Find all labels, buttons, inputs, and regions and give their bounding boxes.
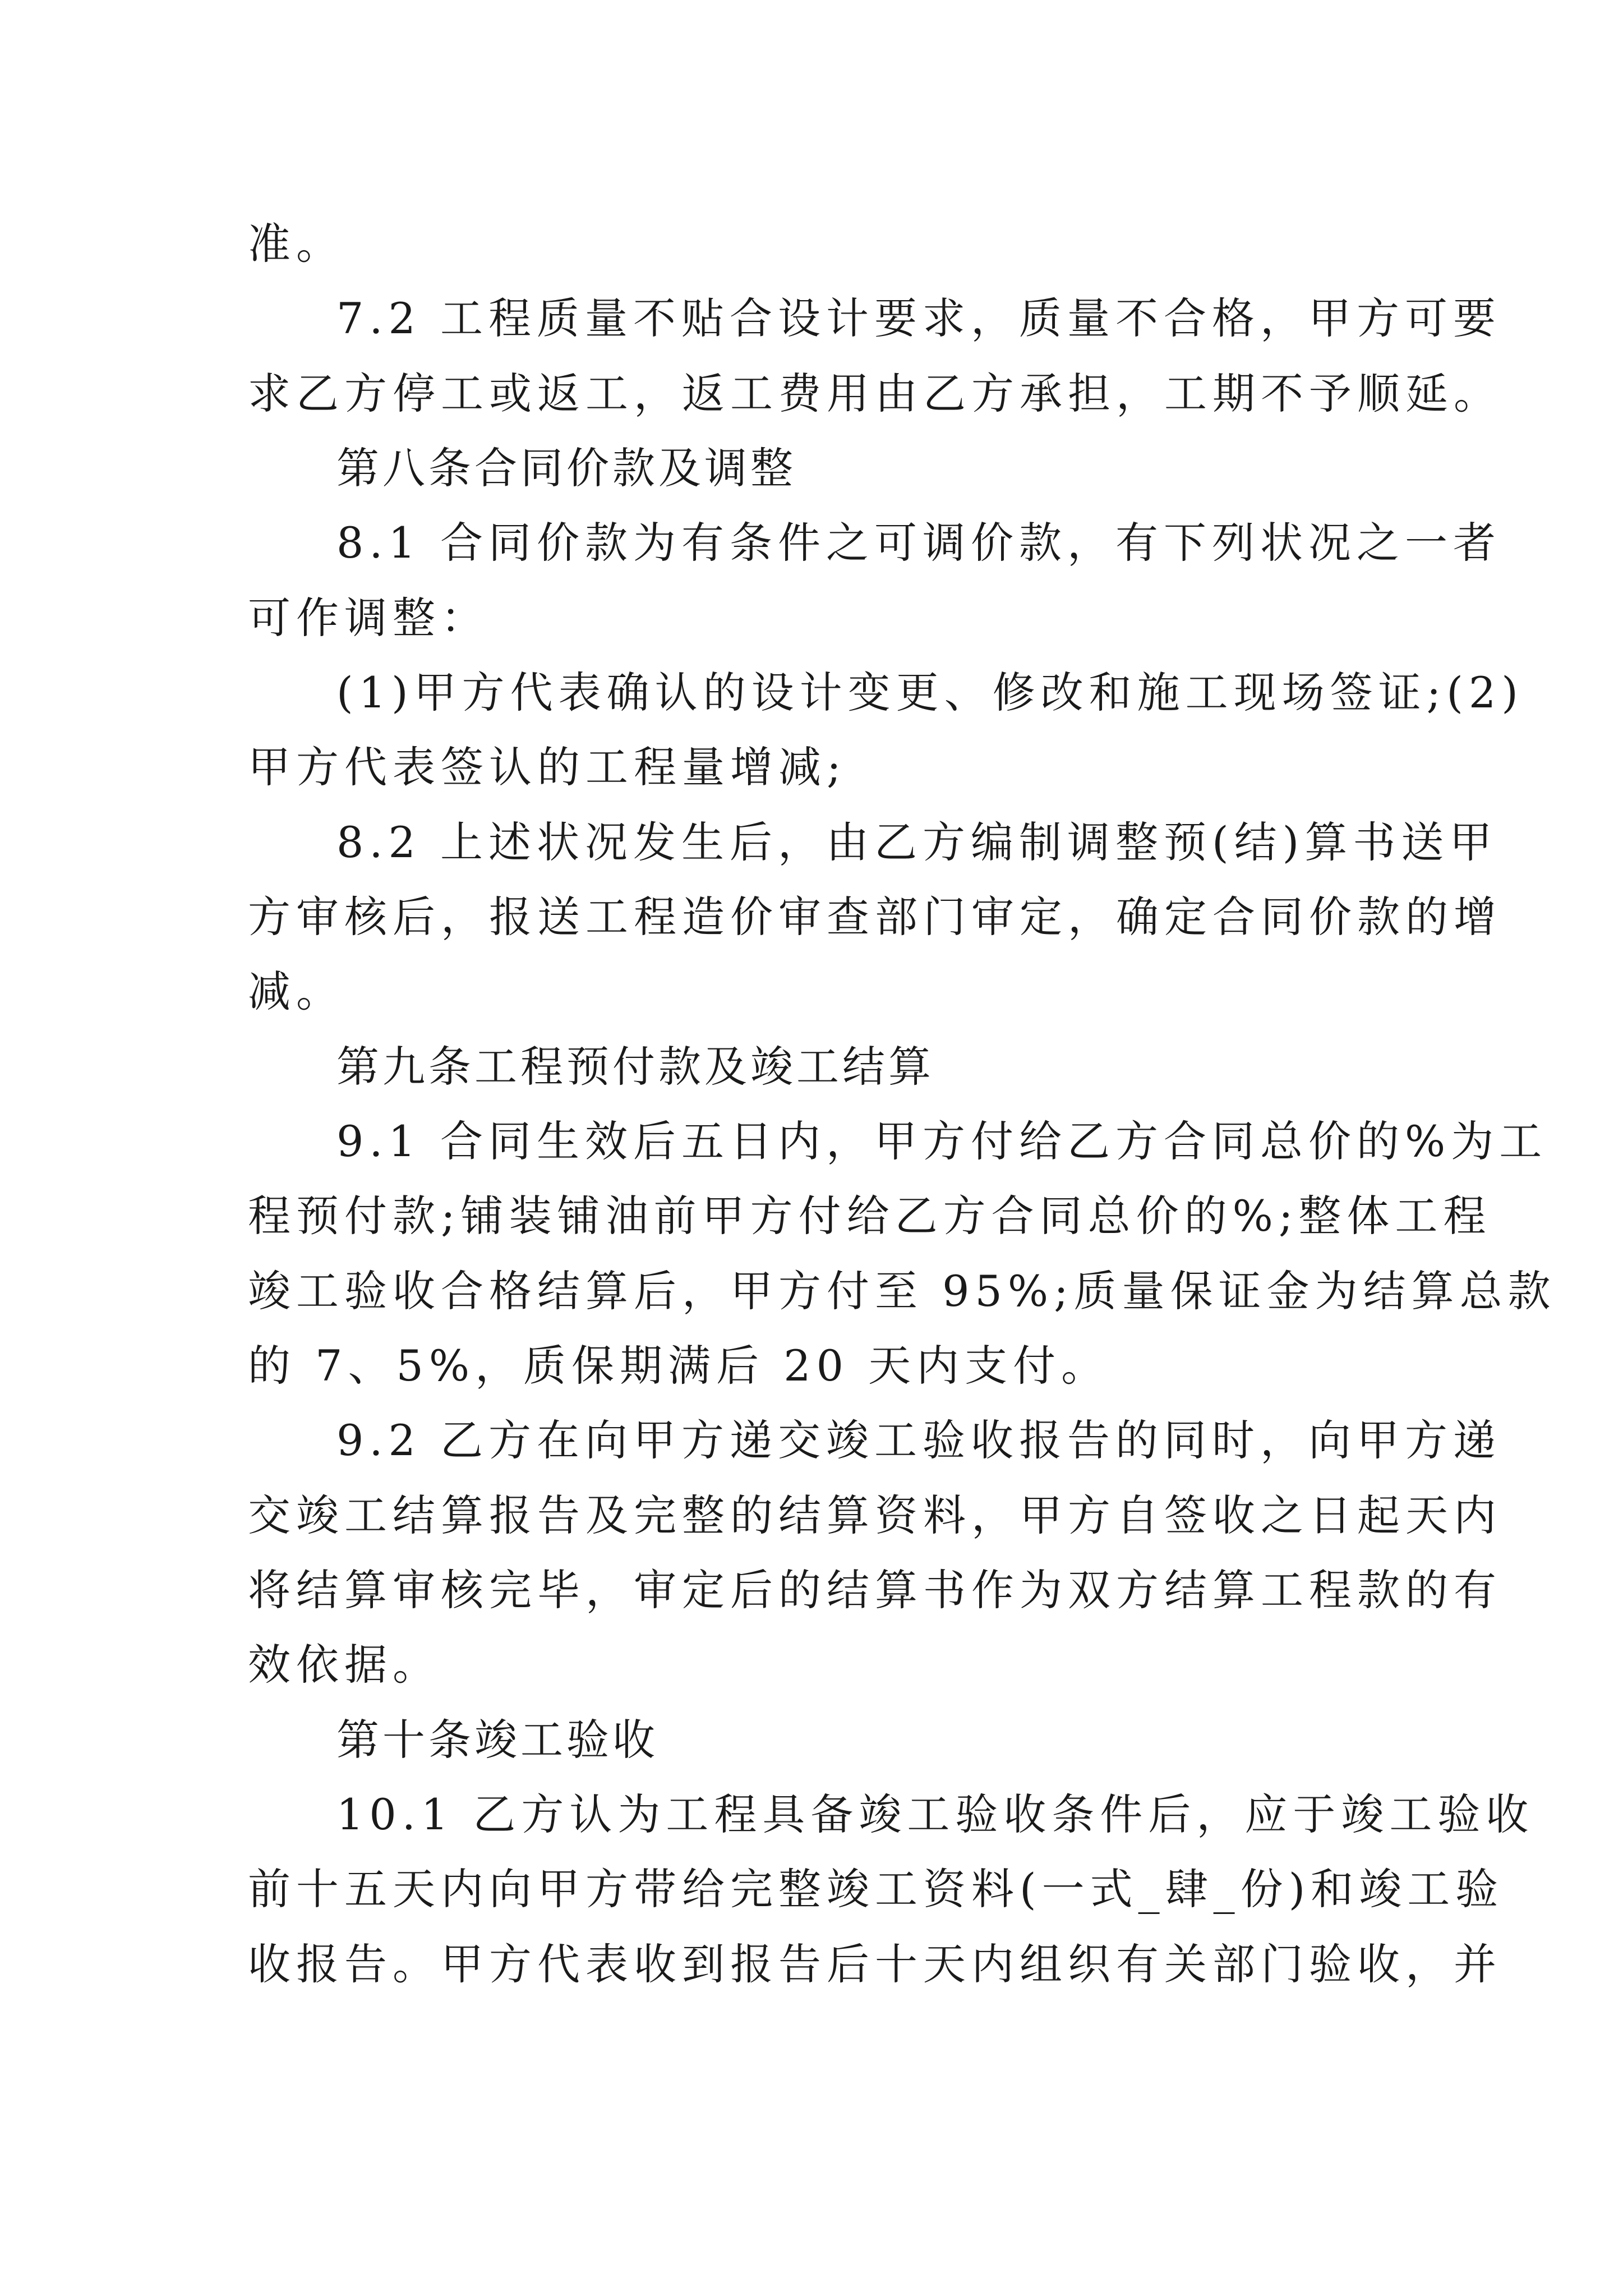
section-heading: 第十条竣工验收 <box>336 1715 658 1765</box>
text-line: 甲方代表签认的工程量增减; <box>248 742 847 792</box>
text-line: 求乙方停工或返工，返工费用由乙方承担，工期不予顺延。 <box>248 369 1502 418</box>
text-line: 8.1 合同价款为有条件之可调价款，有下列状况之一者 <box>336 518 1502 568</box>
section-heading: 第八条合同价款及调整 <box>336 443 796 493</box>
text-line: 7.2 工程质量不贴合设计要求，质量不合格，甲方可要 <box>336 293 1502 343</box>
text-line: 交竣工结算报告及完整的结算资料，甲方自签收之日起天内 <box>248 1490 1502 1540</box>
text-line: 竣工验收合格结算后，甲方付至 95%;质量保证金为结算总款 <box>248 1266 1556 1316</box>
text-line: 收报告。甲方代表收到报告后十天内组织有关部门验收，并 <box>248 1939 1502 1989</box>
text-line: 程预付款;铺装铺油前甲方付给乙方合同总价的%;整体工程 <box>248 1191 1492 1241</box>
text-line: 8.2 上述状况发生后，由乙方编制调整预(结)算书送甲 <box>336 817 1498 867</box>
text-line: 10.1 乙方认为工程具备竣工验收条件后，应于竣工验收 <box>336 1789 1534 1839</box>
text-line: 的 7、5%，质保期满后 20 天内支付。 <box>248 1341 1110 1391</box>
text-line: 效依据。 <box>248 1640 441 1690</box>
text-line: 准。 <box>248 219 344 269</box>
text-line: 9.1 合同生效后五日内，甲方付给乙方合同总价的%为工 <box>336 1116 1548 1166</box>
section-heading: 第九条工程预付款及竣工结算 <box>336 1042 934 1092</box>
text-line: 前十五天内向甲方带给完整竣工资料(一式_肆_份)和竣工验 <box>248 1864 1504 1914</box>
text-line: 可作调整： <box>248 593 489 643</box>
text-line: 减。 <box>248 967 344 1016</box>
text-line: 9.2 乙方在向甲方递交竣工验收报告的同时，向甲方递 <box>336 1415 1502 1465</box>
text-line: 方审核后，报送工程造价审查部门审定，确定合同价款的增 <box>248 892 1502 942</box>
text-line: 将结算审核完毕，审定后的结算书作为双方结算工程款的有 <box>248 1565 1502 1615</box>
text-line: (1)甲方代表确认的设计变更、修改和施工现场签证;(2) <box>336 668 1524 717</box>
